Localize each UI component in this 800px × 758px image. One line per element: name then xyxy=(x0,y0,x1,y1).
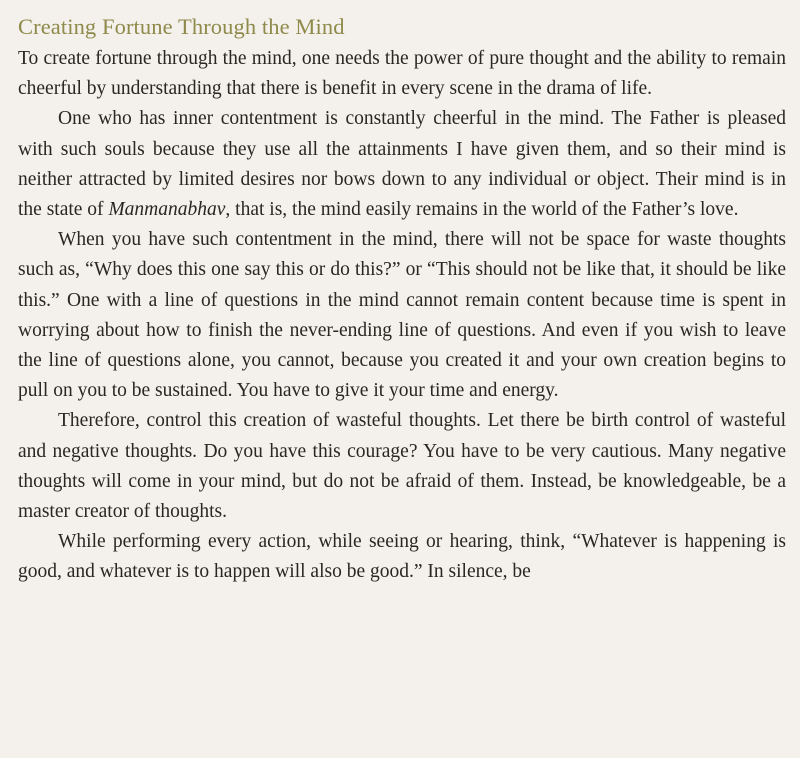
section-title: Creating Fortune Through the Mind xyxy=(18,14,345,39)
paragraph-contentment-text-after: , that is, the mind easily remains in the world of the Father’s love. xyxy=(225,199,739,221)
manmanabhav-term: Manmanabhav xyxy=(108,199,226,221)
paragraph-intro: To create fortune through the mind, one needs the power of pure thought and the ability to remain cheerful by understanding that there is benefit in every scene in the drama of life. xyxy=(18,48,786,100)
paragraph-contentment xyxy=(18,104,786,225)
paragraph-contentment-text-before: One who has inner contentment is constantly cheerful in the mind. The Father is pleased with such souls because they use all the attainments I have given them, and so their mind is neither attracted by limited desires nor bows down to any individual or object. Their mind is in the state of xyxy=(18,108,786,221)
paragraph-waste-thoughts: When you have such contentment in the mind, there will not be space for waste thoughts such as, “Why does this one say this or do this?” or “This should not be like that, it should be like this.” One with a line of questions in the mind cannot remain content because time is spent in worrying about how to finish the never-ending line of questions. And even if you wish to leave the line of questions alone, you cannot, because you created it and your own creation begins to pull on you to be sustained. You have to give it your time and energy. xyxy=(18,229,786,402)
paragraph-action: While performing every action, while seeing or hearing, think, “Whatever is happening is good, and whatever is to happen will also be good.” In silence, be xyxy=(18,531,786,583)
paragraph-control: Therefore, control this creation of wasteful thoughts. Let there be birth control of wasteful and negative thoughts. Do you have this courage? You have to be very cautious. Many negative thoughts will come in your mind, but do not be afraid of them. Instead, be knowledgeable, be a master creator of thoughts. xyxy=(18,410,786,523)
